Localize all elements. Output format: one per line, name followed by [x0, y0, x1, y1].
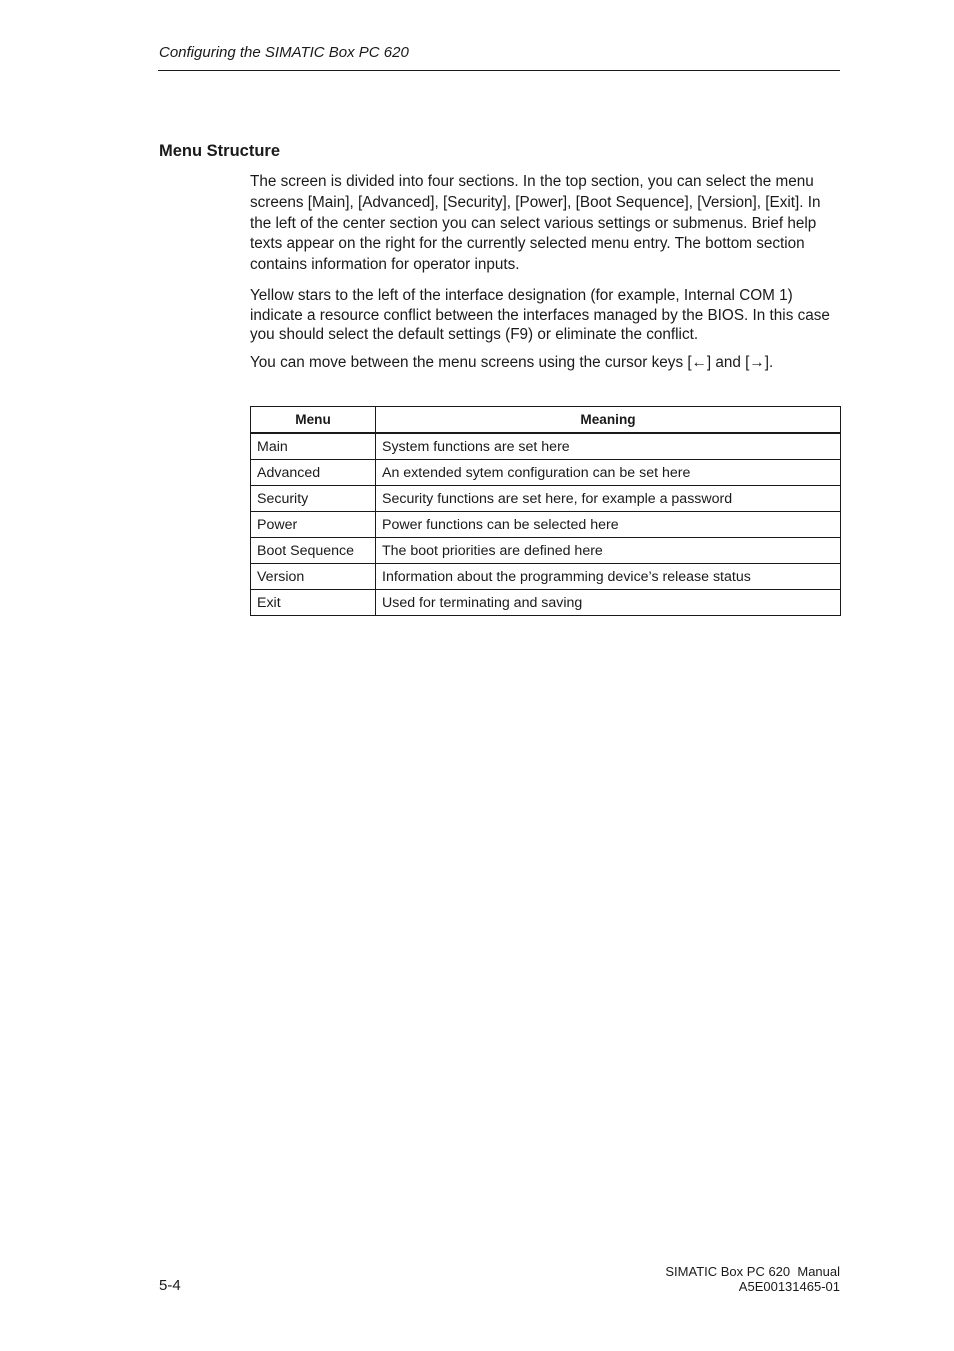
- menu-cell: Boot Sequence: [251, 538, 376, 564]
- meaning-cell: Information about the programming device’s release status: [376, 564, 841, 590]
- footer-document-info: [665, 1265, 840, 1294]
- header-divider: [158, 70, 840, 71]
- table-row: [251, 460, 841, 486]
- table-header-row: [251, 407, 841, 434]
- order-number: A5E00131465-01: [738, 1278, 840, 1294]
- table-row: [251, 564, 841, 590]
- menu-table: [250, 406, 841, 616]
- header-menu: Menu: [251, 407, 376, 434]
- table-row: [251, 486, 841, 512]
- table-row: [251, 433, 841, 460]
- table-row: [251, 590, 841, 616]
- menu-cell: Power: [251, 512, 376, 538]
- meaning-cell: Used for terminating and saving: [376, 590, 841, 616]
- intro-paragraph: The screen is divided into four sections. In the top section, you can select the menu screens [Main], [Advanced], [Security], [Power], [Boot Sequence], [Version], [Exit]. In the left of the center section you can select various settings or submenus. Brief help texts appear on the right for the currently selected menu entry. The bottom section contains information for operator inputs.: [250, 173, 821, 274]
- running-header-title: Configuring the SIMATIC Box PC 620: [159, 44, 409, 61]
- navigation-paragraph: You can move between the menu screens using the cursor keys [←] and [→].: [250, 354, 774, 371]
- page-number: 5-4: [159, 1277, 181, 1294]
- menu-cell: Main: [251, 433, 376, 460]
- header-meaning: Meaning: [376, 407, 841, 434]
- menu-cell: Advanced: [251, 460, 376, 486]
- menu-cell: Security: [251, 486, 376, 512]
- conflict-paragraph: Yellow stars to the left of the interface designation (for example, Internal COM 1) indicate a resource conflict between the interfaces managed by the BIOS. In this case you should select the default settings (F9) or eliminate the conflict.: [250, 287, 830, 343]
- meaning-cell: The boot priorities are defined here: [376, 538, 841, 564]
- table-row: [251, 512, 841, 538]
- section-heading: Menu Structure: [159, 142, 281, 160]
- menu-cell: Exit: [251, 590, 376, 616]
- meaning-cell: An extended sytem configuration can be set here: [376, 460, 841, 486]
- manual-title: SIMATIC Box PC 620 Manual: [665, 1264, 840, 1279]
- meaning-cell: System functions are set here: [376, 433, 841, 460]
- table-row: [251, 538, 841, 564]
- meaning-cell: Power functions can be selected here: [376, 512, 841, 538]
- menu-cell: Version: [251, 564, 376, 590]
- meaning-cell: Security functions are set here, for example a password: [376, 486, 841, 512]
